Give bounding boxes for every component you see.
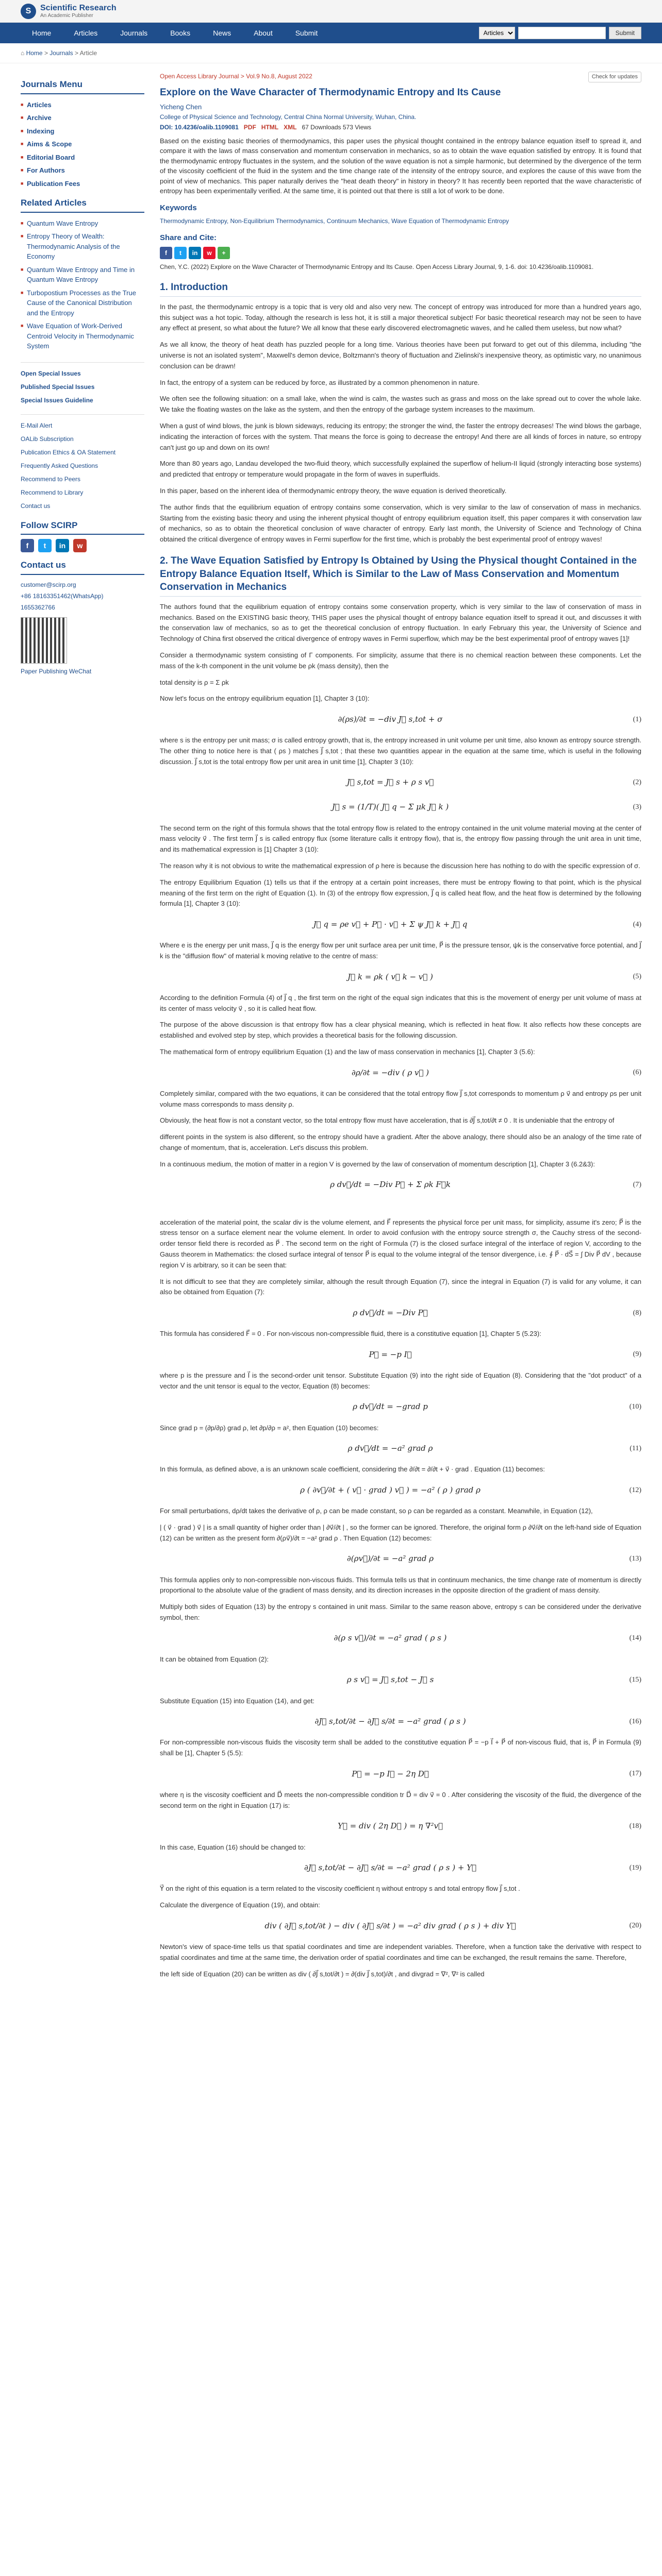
equation-formula: ∂J⃗ s,tot/∂t − ∂J⃗ s/∂t = −a² grad ( ρ s ) [315, 1717, 466, 1726]
equation-formula: J⃗ s = (1/T)( J⃗ q − Σ μk J⃗ k ) [332, 802, 449, 812]
journal-issue-link[interactable]: Open Access Library Journal > Vol.9 No.8, August 2022 [160, 73, 312, 80]
equation-formula: ρ dv⃗/dt = −Div P⃗ + Σ ρk F⃗k [330, 1180, 451, 1190]
equation-formula: ρ ( ∂v⃗/∂t + ( v⃗ · grad ) v⃗ ) = −a² ( ρ ) grad ρ [300, 1485, 481, 1495]
main-nav [0, 23, 662, 43]
equation-2: J⃗ s,tot = J⃗ s + ρ s v⃗ (2) [160, 774, 641, 791]
journal-line [160, 72, 641, 82]
paragraph: Calculate the divergence of Equation (19), and obtain: [160, 1901, 320, 1909]
publication-ethics-link[interactable]: Publication Ethics & OA Statement [21, 448, 116, 456]
wechat-qr-code [21, 617, 67, 664]
equation-19: ∂J⃗ s,tot/∂t − ∂J⃗ s/∂t = −a² grad ( ρ s ) + Y⃗ (19) [160, 1859, 641, 1876]
equation-12: ρ ( ∂v⃗/∂t + ( v⃗ · grad ) v⃗ ) = −a² ( ρ ) grad ρ (12) [160, 1481, 641, 1499]
email-alert-link[interactable]: E-Mail Alert [21, 421, 53, 429]
nav-articles[interactable]: Articles [74, 29, 98, 37]
related-article[interactable]: Quantum Wave Entropy and Time in Quantum Wave Entropy [27, 265, 135, 283]
nav-about[interactable]: About [254, 29, 273, 37]
download-view-stats: 67 Downloads 573 Views [302, 123, 372, 131]
nav-books[interactable]: Books [170, 29, 191, 37]
paragraph: where η is the viscosity coefficient and D⃗ meets the non-compressible condition tr D⃗ = div v⃗ = 0 . After considering the viscosity of the fluid, the divergence of the second term on the right in Equation (17) is: [160, 1790, 641, 1809]
paragraph: It can be obtained from Equation (2): [160, 1655, 269, 1663]
paragraph: Multiply both sides of Equation (13) by the entropy s contained in unit mass. Similar to the same reason above, entropy s can be considered under the derivative symbol, then: [160, 1603, 641, 1621]
qr-caption: Paper Publishing WeChat [21, 667, 92, 675]
equation-formula: Y⃗ = div ( 2η D⃗ ) = η ∇²v⃗ [337, 1821, 443, 1831]
paragraph: Since grad p = (∂p/∂ρ) grad ρ, let ∂p/∂ρ = a², then Equation (10) becomes: [160, 1423, 379, 1432]
share-twitter-icon[interactable]: t [174, 247, 187, 259]
equation-formula: ∂J⃗ s,tot/∂t − ∂J⃗ s/∂t = −a² grad ( ρ s ) + Y⃗ [304, 1863, 477, 1873]
paragraph: Newton's view of space-time tells us that spatial coordinates and time are independent variables. Therefore, when a function take the derivative with respect to spatial coordinates and time at the same time, the derivation order of spatial coordinates and time can be exchanged, the result remains the same. Therefore, [160, 1942, 641, 1961]
contact-title: Contact us [21, 558, 144, 575]
equation-formula: ∂(ρv⃗)/∂t = −a² grad ρ [347, 1554, 434, 1564]
sidebar [21, 72, 144, 1985]
xml-link[interactable]: XML [284, 123, 297, 131]
logo-icon: S [21, 4, 36, 19]
paragraph: We often see the following situation: on a small lake, when the wind is calm, the wastes such as grass and moss on the lake spread out to cover the whole lake. We take the floating wastes on the lake as the system, and then the entropy of the garbage system increases to the maximum. [160, 395, 641, 414]
equation-formula: ∂(ρs)/∂t = −div J⃗ s,tot + σ [338, 715, 443, 724]
nav-home[interactable]: Home [32, 29, 52, 37]
equation-formula: ∂(ρ s v⃗)/∂t = −a² grad ( ρ s ) [334, 1633, 447, 1643]
equation-16: ∂J⃗ s,tot/∂t − ∂J⃗ s/∂t = −a² grad ( ρ s ) (16) [160, 1713, 641, 1730]
paragraph: The purpose of the above discussion is that entropy flow has a clear physical meaning, which is reflected in heat flow. It also reflects how these concepts are established and evolved step by step, which provides a theoretical basis for the following discussion. [160, 1021, 641, 1040]
journals-menu [21, 98, 144, 191]
keywords-links[interactable]: Thermodynamic Entropy, Non-Equilibrium Thermodynamics, Continuum Mechanics, Wave Equation of Thermodynamic Entropy [160, 217, 509, 225]
equation-formula: div ( ∂J⃗ s,tot/∂t ) − div ( ∂J⃗ s/∂t ) = −a² div grad ( ρ s ) + div Y⃗ [264, 1921, 516, 1930]
contact-wechat-id: 1655362766 [21, 603, 55, 611]
equation-1: ∂(ρs)/∂t = −div J⃗ s,tot + σ (1) [160, 710, 641, 728]
share-facebook-icon[interactable]: f [160, 247, 172, 259]
equation-14: ∂(ρ s v⃗)/∂t = −a² grad ( ρ s ) (14) [160, 1630, 641, 1647]
equation-4: J⃗ q = ρe v⃗ + P⃗ · v⃗ + Σ ψ J⃗ k + J⃗ q (4) [160, 916, 641, 933]
top-bar [0, 0, 662, 23]
equation-formula: P⃗ = −p I⃗ [369, 1349, 412, 1359]
paragraph: total density is ρ = Σ ρk [160, 678, 229, 686]
related-articles-title: Related Articles [21, 196, 144, 213]
share-weibo-icon[interactable]: w [203, 247, 216, 259]
paragraph: In this paper, based on the inherent idea of thermodynamic entropy theory, the wave equation is derived theoretically. [160, 486, 507, 495]
paragraph: In this case, Equation (16) should be changed to: [160, 1843, 306, 1851]
breadcrumb-home[interactable]: Home [26, 49, 43, 57]
paragraph: More than 80 years ago, Landau developed the two-fluid theory, which successfully explained the superflow of helium-II liquid (strongly interacting bose systems) and predicted that entropy or temperature would propagate in the form of waves in superfluids. [160, 460, 641, 479]
home-icon: ⌂ [21, 49, 25, 57]
follow-title: Follow SCIRP [21, 519, 144, 535]
paragraph: | ( v⃗ · grad ) v⃗ | is a small quantity of higher order than | ∂v⃗/∂t | , so the former can be ignored. Therefore, the original form ρ ∂v⃗/∂t on the left-hand side of Equation (12) can be written as the present form ∂(ρv⃗)/∂t = −a² grad ρ . Then Equation (12) becomes: [160, 1523, 641, 1542]
share-icons [160, 247, 641, 259]
logo-subtitle: An Academic Publisher [40, 12, 93, 19]
paragraph: The reason why it is not obvious to write the mathematical expression of ρ here is because the discussion here has nothing to do with the specific expression of σ. [160, 862, 640, 870]
paragraph: where s is the entropy per unit mass; σ is called entropy growth, that is, the entropy increased in unit volume per unit time, also known as entropy source strength. The other thing to notice here is that ( ρs ) matches J⃗ s,tot ; that these two quantities appear in the equation at the same time, which is useful in the following discussion. J⃗ s,tot is the total entropy flow per unit area in unit time [1], Chapter 3 (10): [160, 736, 641, 766]
menu-aims-scope[interactable]: Aims & Scope [27, 140, 72, 148]
doi[interactable]: DOI: 10.4236/oalib.1109081 [160, 123, 239, 131]
paragraph: different points in the system is also different, so the entropy should have a gradient. After the above analogy, there should also be an analogy of the time rate of change of momentum, that is, acceleration. Let's discuss this problem. [160, 1133, 641, 1151]
oalib-subscription-link[interactable]: OALib Subscription [21, 435, 74, 443]
nav-news[interactable]: News [213, 29, 231, 37]
equation-formula: ρ dv⃗/dt = −Div P⃗ [353, 1308, 428, 1317]
equation-10: ρ dv⃗/dt = −grad p (10) [160, 1398, 641, 1416]
equation-9: P⃗ = −p I⃗ (9) [160, 1346, 641, 1363]
equation-7: ρ dv⃗/dt = −Div P⃗ + Σ ρk F⃗k (7) [160, 1176, 641, 1194]
paragraph: In this formula, as defined above, a is an unknown scale coefficient, considering the ∂/∂t = ∂/∂t + v⃗ · grad . Equation (11) becomes: [160, 1465, 545, 1473]
weibo-icon[interactable]: w [73, 539, 87, 552]
site-logo[interactable] [21, 4, 117, 19]
follow-icons [21, 539, 144, 552]
equation-17: P⃗ = −p I⃗ − 2η D⃗ (17) [160, 1765, 641, 1783]
equation-formula: ρ s v⃗ = J⃗ s,tot − J⃗ s [346, 1675, 434, 1685]
paragraph: The second term on the right of this formula shows that the total entropy flow is related to the entropy contained in the unit volume material moving at the center of mass velocity v⃗ . The first term J⃗ s is called entropy flux (some literature calls it entropy flow), that is, the entropy flow passing through the unit area in unit time, and its mathematical expression is [1] Chapter 3 (10): [160, 824, 641, 854]
logo-name: Scientific Research [40, 4, 117, 13]
abstract: Based on the existing basic theories of thermodynamics, this paper uses the physical thought contained in the entropy balance equation itself to spread it, and compare it with the laws of mass conservation and momentum conservation in mechanics, so as to obtain the wave equation satisfied by entropy. It is found that the thermodynamic entropy fluctuates in the system, and the solution of the wave equation is not a simple harmonic, but determined by the divergence of the term of the viscosity coefficient of the fluid in the system and the time change rate of the intensity of the entropy source, and explores the cause of this wave from the point of view of mechanics. This paper naturally derives the "heat death theory" in history in theory? It has recently been reported that the wave characteristic of entropy has been experimentally verified. At the same time, it is pointed out that there is still a lot of work to be done. [160, 137, 641, 195]
related-article[interactable]: Turbopostium Processes as the True Cause of the Canonical Distribution and the Entropy [27, 289, 136, 317]
utility-links [21, 414, 144, 513]
breadcrumb: ⌂ Home > Journals > Article [0, 43, 662, 63]
article-title: Explore on the Wave Character of Thermodynamic Entropy and Its Cause [160, 87, 501, 98]
linkedin-icon[interactable]: in [56, 539, 69, 552]
paragraph: Substitute Equation (15) into Equation (14), and get: [160, 1697, 315, 1705]
equation-3: J⃗ s = (1/T)( J⃗ q − Σ μk J⃗ k ) (3) [160, 799, 641, 816]
related-article[interactable]: Wave Equation of Work-Derived Centroid Velocity in Thermodynamic System [27, 322, 134, 350]
equation-8: ρ dv⃗/dt = −Div P⃗ (8) [160, 1304, 641, 1321]
paragraph: The authors found that the equilibrium equation of entropy contains some conservation property, which is very similar to the law of conservation of mass in mechanics. Based on the EXISTING basic theory, THIS paper uses the physical thought of entropy balance equation itself to spread it out, and discusses it with the conservation law of mechanics, so as to get the theoretical conclusion of entropy fluctuation. In early February this year, the University of Science and Technology of China first observed the critical divergence of entropy waves in Fermi superflow, which may be the best experimental proof of entropy waves [1]! [160, 602, 641, 643]
paragraph: Obviously, the heat flow is not a constant vector, so the total entropy flow must have acceleration, that is ∂J⃗ s,tot/∂t ≠ 0 . It is undeniable that the entropy of [160, 1116, 615, 1125]
related-articles [21, 217, 144, 353]
keywords-title: Keywords [160, 203, 197, 212]
check-updates-badge[interactable]: Check for updates [588, 72, 641, 82]
paragraph: In a continuous medium, the motion of matter in a region V is governed by the law of conservation of momentum description [1], Chapter 3 (6.2&3): [160, 1160, 595, 1168]
contact-us-link[interactable]: Contact us [21, 502, 51, 510]
recommend-peers-link[interactable]: Recommend to Peers [21, 475, 81, 483]
paragraph: Y⃗ on the right of this equation is a term related to the viscosity coefficient η without entropy s and total entropy flow J⃗ s,tot . [160, 1885, 520, 1893]
menu-publication-fees[interactable]: Publication Fees [27, 179, 80, 188]
equation-18: Y⃗ = div ( 2η D⃗ ) = η ∇²v⃗ (18) [160, 1818, 641, 1835]
paragraph: The entropy Equilibrium Equation (1) tells us that if the entropy at a certain point increases, there must be entropy flowing to that point, which is the physical meaning of the first term on the right of Equation (1). In (3) of the entropy flow expression, J⃗ q is called heat flow, and the heat flow is determined by the following formula [1], Chapter 3 (10): [160, 878, 641, 908]
special-issues-links [21, 362, 144, 407]
equation-5: J⃗ k = ρk ( v⃗ k − v⃗ ) (5) [160, 968, 641, 986]
paragraph: This formula has considered F⃗ = 0 . For non-viscous non-compressible fluid, there is a constitutive equation [1], Chapter 5 (5.23): [160, 1330, 541, 1338]
special-issues-guideline-link[interactable]: Special Issues Guideline [21, 396, 93, 404]
contact-whatsapp: +86 18163351462(WhatsApp) [21, 592, 104, 600]
paragraph: Now let's focus on the entropy equilibrium equation [1], Chapter 3 (10): [160, 694, 370, 703]
citation: Chen, Y.C. (2022) Explore on the Wave Character of Thermodynamic Entropy and Its Cause. Open Access Library Journal, 9, 1-6. doi: 10.4236/oalib.1109081. [160, 263, 594, 271]
equation-13: ∂(ρv⃗)/∂t = −a² grad ρ (13) [160, 1550, 641, 1568]
equation-formula: J⃗ k = ρk ( v⃗ k − v⃗ ) [347, 972, 433, 981]
equation-11: ρ dv⃗/dt = −a² grad ρ (11) [160, 1439, 641, 1457]
section-heading: 2. The Wave Equation Satisfied by Entropy Is Obtained by Using the Physical thought Contained in the Entropy Balance Equation Itself, Which is Similar to the Law of Mass Conservation and Momentum Conservation in Mechanics [160, 554, 641, 597]
equation-formula: ρ dv⃗/dt = −a² grad ρ [347, 1444, 433, 1453]
article-affiliation: College of Physical Science and Technology, Central China Normal University, Wuhan, China. [160, 113, 417, 121]
published-special-issues-link[interactable]: Published Special Issues [21, 383, 95, 391]
pdf-link[interactable]: PDF [243, 123, 256, 131]
breadcrumb-article: Article [79, 49, 97, 57]
paragraph: acceleration of the material point, the scalar div is the volume element, and F⃗ represents the physical force per unit mass, for simplicity, assume it's zero; P⃗ is the stress tensor on a surface element near the volume element. In order to avoid confusion with the entropy source strength σ, the Cauchy stress of the second-order tensor field there is recorded as P⃗ . The second term on the right of Formula (7) is the closed surface integral of the interface of region V, according to the Gauss theorem in Mathematics: the closed surface integral of tensor P⃗ is equal to the volume integral of the tensor divergence, i.e. ∮ P⃗ · dS⃗ = ∫ Div P⃗ dV , because region V is arbitrary, so it can be seen that: [160, 1218, 641, 1269]
share-linkedin-icon[interactable]: in [189, 247, 201, 259]
equation-formula: P⃗ = −p I⃗ − 2η D⃗ [352, 1769, 429, 1778]
menu-articles[interactable]: Articles [27, 100, 52, 109]
equation-6: ∂ρ/∂t = −div ( ρ v⃗ ) (6) [160, 1064, 641, 1081]
contact-block [21, 579, 144, 677]
paragraph: When a gust of wind blows, the junk is blown sideways, reducing its entropy; the stronger the wind, the faster the entropy decreases! The wind blows the garbage, indicating the interaction of forces with the system. That means the force is going to decrease the entropy! And there are all kinds of forces in nature, so entropy can't just go up and down on its own! [160, 422, 641, 451]
article-main [160, 72, 641, 1985]
faq-link[interactable]: Frequently Asked Questions [21, 462, 98, 469]
equation-formula: J⃗ s,tot = J⃗ s + ρ s v⃗ [346, 777, 434, 787]
paragraph: In fact, the entropy of a system can be reduced by force, as illustrated by a common phenomenon in nature. [160, 378, 480, 386]
share-more-icon[interactable]: + [218, 247, 230, 259]
html-link[interactable]: HTML [261, 123, 279, 131]
paragraph: the left side of Equation (20) can be written as div ( ∂J⃗ s,tot/∂t ) = ∂(div J⃗ s,tot)/∂t , and divgrad = ∇², ∇² is called [160, 1970, 485, 1978]
equation-formula: J⃗ q = ρe v⃗ + P⃗ · v⃗ + Σ ψ J⃗ k + J⃗ q [313, 919, 468, 929]
twitter-icon[interactable]: t [38, 539, 52, 552]
menu-indexing[interactable]: Indexing [27, 127, 55, 135]
article-authors[interactable]: Yicheng Chen [160, 103, 202, 111]
paragraph: This formula applies only to non-compressible non-viscous fluids. This formula tells us that in continuum mechanics, the time change rate of momentum is directly proportional to the absolute value of the gradient of mass density, and its direction increases in the opposite direction of the gradient of mass density. [160, 1575, 641, 1595]
paragraph: The author finds that the equilibrium equation of entropy contains some conservation, which is very similar to the law of conservation of mass in mechanics. Starting from the existing basic theory and using the inherent physical thought of entropy equilibrium equation itself, this paper compares it with conservation law of mechanics, so as to obtain the theoretical conclusion of wave character of entropy. Early last month, the University of Science and Technology of China obtained the critical divergence of entropy waves in Fermi superflow for the first time, which is probably the best experimental proof of entropy waves! [160, 503, 641, 544]
paragraph: Consider a thermodynamic system consisting of Γ components. For simplicity, assume that there is no chemical reaction between these components. Let the mass of the k-th component in the unit volume be ρk (mass density), then the [160, 651, 641, 670]
nav-journals[interactable]: Journals [120, 29, 148, 37]
paragraph: The mathematical form of entropy equilibrium Equation (1) and the law of mass conservation in mechanics [1], Chapter 3 (5.6): [160, 1048, 535, 1056]
section-heading: 1. Introduction [160, 281, 641, 297]
paragraph: It is not difficult to see that they are completely similar, although the result through Equation (7), since the integral in Equation (7) is valid for any volume, it can also be obtained from Equation (7): [160, 1277, 641, 1296]
recommend-library-link[interactable]: Recommend to Library [21, 488, 84, 496]
menu-for-authors[interactable]: For Authors [27, 166, 65, 174]
paragraph: For non-compressible non-viscous fluids the viscosity term shall be added to the constitutive equation P⃗ = −p I⃗ + P⃗ of non-viscous fluid, that is, P⃗ in Formula (9) shall be [1], Chapter 5 (5.5): [160, 1738, 641, 1757]
facebook-icon[interactable]: f [21, 539, 34, 552]
breadcrumb-journals[interactable]: Journals [49, 49, 73, 57]
equation-20: div ( ∂J⃗ s,tot/∂t ) − div ( ∂J⃗ s/∂t ) = −a² div grad ( ρ s ) + div Y⃗ (20) [160, 1917, 641, 1935]
search-area [479, 27, 641, 39]
paragraph: For small perturbations, dρ/dt takes the derivative of ρ, ρ can be made constant, so ρ can be regarded as a constant. Meanwhile, in Equation (12), [160, 1507, 593, 1515]
search-type-select[interactable] [479, 27, 515, 39]
contact-email[interactable]: customer@scirp.org [21, 581, 76, 588]
share-title: Share and Cite: [160, 233, 217, 242]
paragraph: As we all know, the theory of heat death has puzzled people for a long time. Various theories have been put forward to get out of this dilemma, including "the universe is not an isolated system", Maxwell's demon device, Boltzmann's theory of fluctuation and Zielinski's inexpensive theory, as optimistic vary, no unanimous conclusion can be drawn! [160, 341, 641, 370]
search-button[interactable]: Submit [609, 27, 641, 39]
related-article[interactable]: Entropy Theory of Wealth: Thermodynamic Analysis of the Economy [27, 232, 120, 260]
related-article[interactable]: Quantum Wave Entropy [27, 219, 98, 227]
paragraph: where p is the pressure and I⃗ is the second-order unit tensor. Substitute Equation (9) into the right side of Equation (8). Considering that the "dot product" of a vector and the unit tensor is equal to the vector, Equation (8) becomes: [160, 1371, 641, 1390]
equation-formula: ρ dv⃗/dt = −grad p [353, 1402, 428, 1412]
paragraph: Completely similar, compared with the two equations, it can be considered that the total entropy flow J⃗ s,tot corresponds to momentum ρ v⃗ and entropy ρs per unit volume mass corresponds to mass density ρ. [160, 1089, 641, 1108]
menu-editorial-board[interactable]: Editorial Board [27, 153, 75, 161]
search-input[interactable] [518, 27, 606, 39]
article-meta [160, 123, 641, 132]
equation-formula: ∂ρ/∂t = −div ( ρ v⃗ ) [351, 1067, 429, 1077]
paragraph: According to the definition Formula (4) of J⃗ q , the first term on the right of the equal sign indicates that this is the movement of energy per unit volume of mass at its center of mass velocity v⃗ , so it is called heat flow. [160, 993, 641, 1012]
keywords [160, 216, 641, 226]
menu-archive[interactable]: Archive [27, 114, 52, 122]
open-special-issues-link[interactable]: Open Special Issues [21, 369, 81, 377]
paragraph: Where e is the energy per unit mass, J⃗ q is the energy flow per unit surface area per unit time, P⃗ is the pressure tensor, ψk is the conservative force potential, and J⃗ k is the "diffusion flow" of material k moving relative to the centre of mass: [160, 941, 641, 960]
journals-menu-title: Journals Menu [21, 78, 144, 94]
equation-15: ρ s v⃗ = J⃗ s,tot − J⃗ s (15) [160, 1671, 641, 1689]
paragraph: In the past, the thermodynamic entropy is a topic that is very old and also very new. The concept of entropy was introduced for more than a hundred years ago, this subject was a hot topic. Today, although the research is less hot, it is still a major theoretical subject! For basic theoretical research may not be seen to have any effect at present, so what about the future? We all know that these early discovered electromagnetic waves, and he called them useless, but now what? [160, 302, 641, 332]
nav-submit[interactable]: Submit [295, 29, 318, 37]
